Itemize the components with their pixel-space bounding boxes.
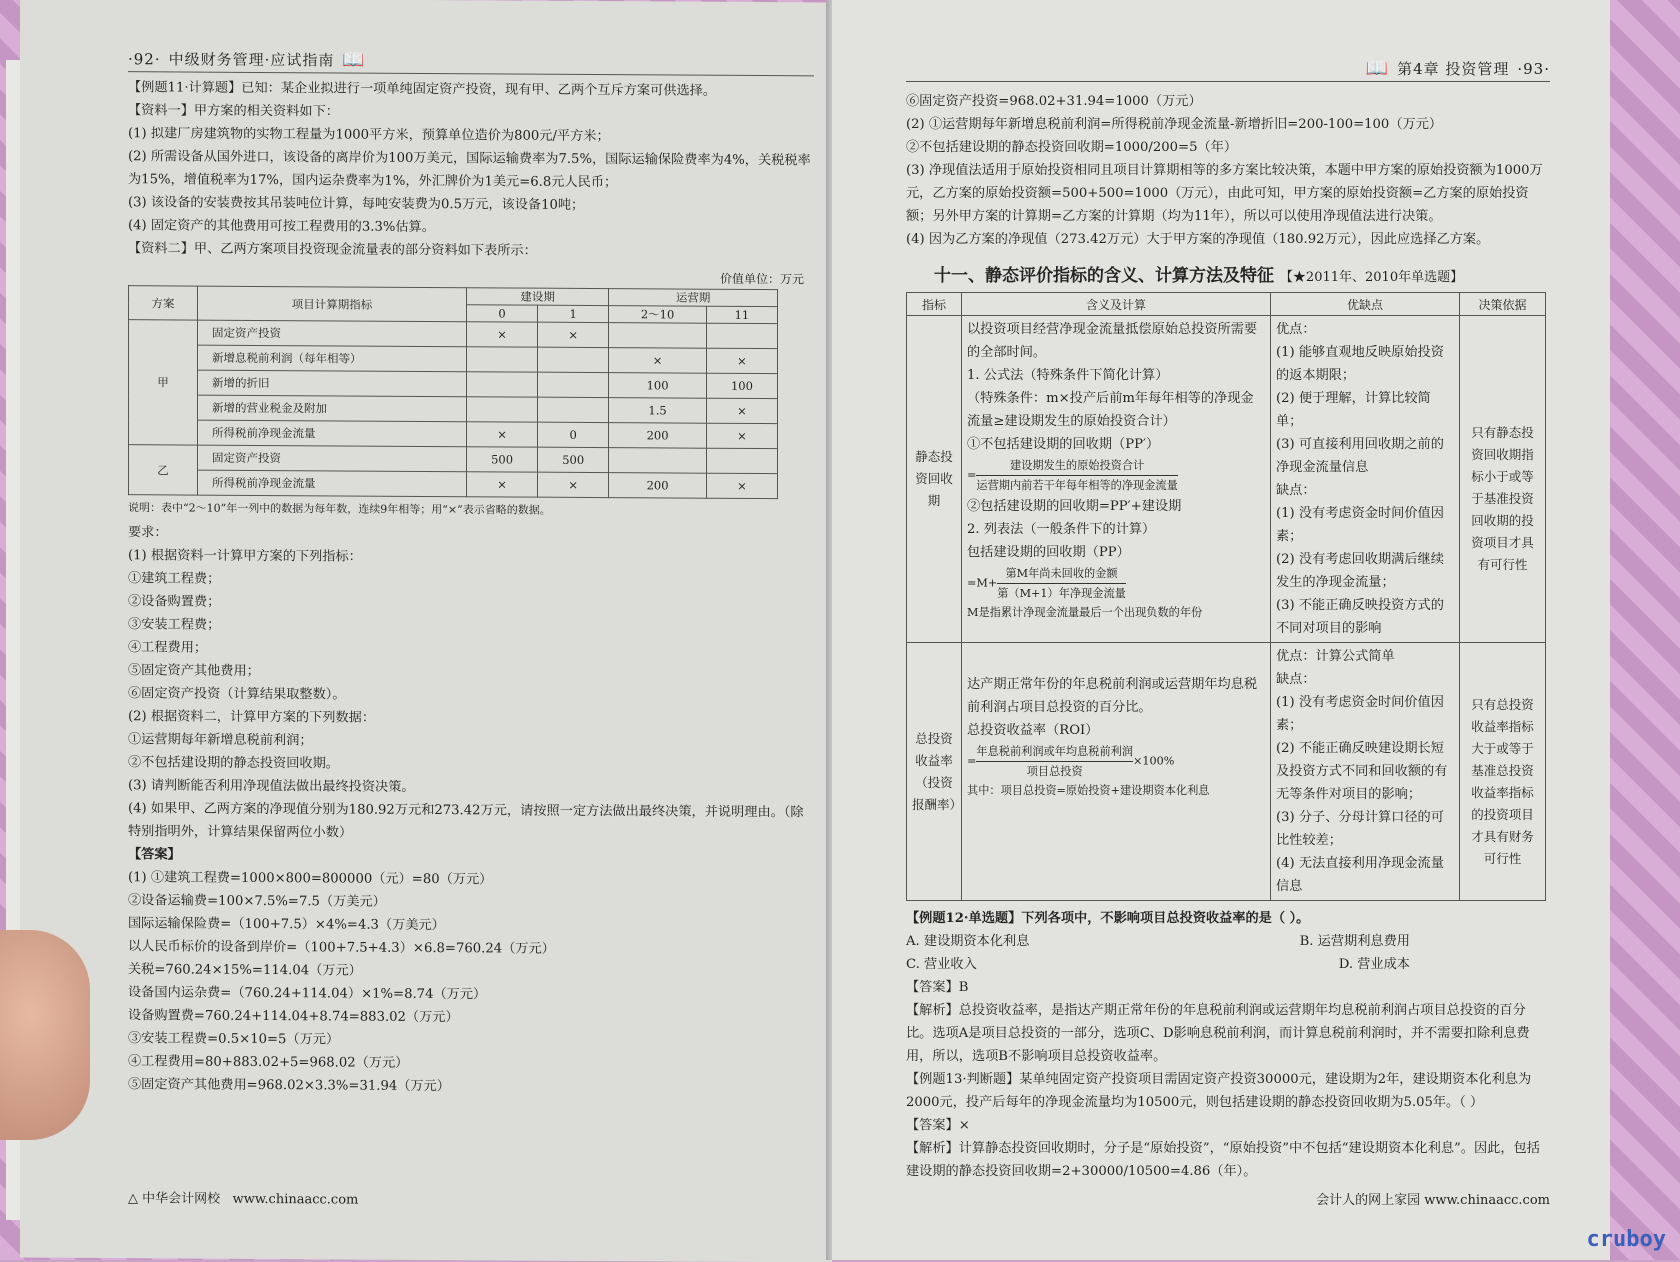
left-footer (128, 1187, 358, 1207)
intro-line-5: (4) 固定资产的其他费用可按工程费用的3.3%估算。 (128, 218, 435, 236)
roi-frac-num: 年息税前利润或年均息税前利润 (976, 742, 1133, 762)
intro-line-4: (3) 该设备的安装费按其吊装吨位计算，每吨安装费为0.5万元，该设备10吨； (128, 195, 585, 213)
frac1-num: 建设期发生的原始投资合计 (976, 456, 1177, 476)
payback-line-2: （特殊条件：m×投产后前m年每年相等的净现金流量≥建设期发生的原始投资合计） (967, 391, 1254, 429)
payback-pros-3: (3) 可直接利用回收期之前的净现金流量信息 (1276, 437, 1444, 475)
th-period: 0 (467, 305, 538, 322)
ex13-explanation: 【解析】计算静态投资回收期时，分子是“原始投资”，“原始投资”中不包括“建设期资本化利息”。因此，包括建设期的静态投资回收期=2+30000/10500=4.86（年）。 (906, 1141, 1540, 1179)
value-cell (538, 347, 609, 372)
item-cell: 所得税前净现金流量 (198, 470, 467, 497)
requirement-line-10: ②不包括建设期的静态投资回收期。 (128, 755, 339, 772)
left-page-number: ·92· (128, 49, 161, 68)
th-oper: 运营期 (609, 289, 778, 307)
roi-pros-2: (1) 没有考虑资金时间价值因素； (1276, 695, 1444, 733)
payback-pros-6: (2) 没有考虑回收期满后继续发生的净现金流量； (1276, 552, 1444, 590)
value-unit: 价值单位：万元 (719, 271, 804, 287)
value-cell: 500 (538, 447, 609, 472)
plan-cell: 甲 (129, 320, 198, 445)
answer-line-5: 设备国内运杂费=（760.24+114.04）×1%=8.74（万元） (128, 985, 487, 1003)
item-cell: 新增息税前利润（每年相等） (198, 345, 467, 372)
payback-pros-5: (1) 没有考虑资金时间价值因素； (1276, 506, 1444, 544)
ex12-answer: 【答案】B (906, 980, 969, 995)
intro-line-2: (1) 拟建厂房建筑物的实物工程量为1000平方米，预算单位造价为800元/平方米； (128, 126, 610, 145)
item-cell: 固定资产投资 (198, 445, 467, 472)
ex12-options-1 (906, 930, 1550, 953)
table-row (129, 470, 778, 499)
roi-pros-1: 缺点： (1276, 672, 1316, 687)
requirement-line-7: ⑥固定资产投资（计算结果取整数）。 (128, 686, 346, 703)
payback-pros-7: (3) 不能正确反映投资方式的不同对项目的影响 (1276, 598, 1444, 636)
th-item: 项目计算期指标 (198, 286, 467, 322)
payback-pros-cons (1271, 316, 1460, 643)
ex13-stem: 【例题13·判断题】某单纯固定资产投资项目需固定资产投资30000元，建设期为2年，建设期资本化利息为2000元，投产后每年的净现金流量均为10500元，则包括建设期的静态投资回收期为5.05年。（ ） (906, 1072, 1532, 1110)
th-build: 建设期 (467, 288, 609, 306)
watermark: cruboy (1586, 1227, 1666, 1252)
requirement-line-8: (2) 根据资料二，计算甲方案的下列数据： (128, 709, 376, 726)
value-cell: × (467, 422, 538, 447)
requirement-line-11: (3) 请判断能否利用净现值法做出最终投资决策。 (128, 778, 415, 795)
payback-pros-0: 优点： (1276, 322, 1316, 337)
thumb (0, 930, 90, 1140)
th-period: 2～10 (609, 306, 707, 324)
answers (128, 866, 814, 1100)
roi-pros-cons (1271, 643, 1460, 901)
left-book-title: 中级财务管理·应试指南 (168, 50, 335, 70)
roi-total-note: 其中：项目总投资=原始投资+建设期资本化利息 (967, 784, 1210, 797)
th-decision: 决策依据 (1460, 293, 1546, 316)
plan-cell: 乙 (129, 445, 198, 495)
payback-line2-0: ②包括建设期的回收期=PP′+建设期 (967, 499, 1182, 514)
value-cell: × (706, 423, 777, 448)
value-cell: 0 (538, 422, 609, 447)
right-line-0: ⑥固定资产投资=968.02+31.94=1000（万元） (906, 94, 1202, 109)
footer-url: www.chinaacc.com (232, 1191, 359, 1208)
item-cell: 新增的折旧 (198, 370, 467, 397)
requirement-line-3: ②设备购置费； (128, 594, 221, 610)
item-cell: 固定资产投资 (198, 320, 467, 347)
right-line-4: (4) 因为乙方案的净现值（273.42万元）大于甲方案的净现值（180.92万元），因此应选择乙方案。 (906, 232, 1490, 247)
right-footer: 会计人的网上家园 www.chinaacc.com (1316, 1193, 1550, 1208)
table-note: 说明：表中“2～10”年一列中的数据为每年数，连续9年相等；用“×”表示省略的数据。 (128, 501, 551, 517)
answer-line-9: ⑤固定资产其他费用=968.02×3.3%=31.94（万元） (128, 1077, 450, 1095)
payback-line2-2: 包括建设期的回收期（PP） (967, 545, 1130, 560)
frac1-den: 运营期内前若干年每年相等的净现金流量 (976, 479, 1178, 492)
indicator-roi: 总投资收益率（投资报酬率） (907, 643, 962, 901)
left-header (128, 48, 814, 76)
indicator-payback: 静态投资回收期 (907, 316, 962, 643)
value-cell: 200 (609, 473, 707, 499)
ex12-explanation: 【解析】总投资收益率，是指达产期正常年份的年息税前利润或运营期年均息税前利润占项目总投资的百分比。选项A是项目总投资的一部分，选项C、D影响息税前利润，而计算息税前利润时，并不需要扣除利息费用，所以，选项B不影响项目总投资收益率。 (906, 1003, 1530, 1064)
th-indicator: 指标 (907, 293, 962, 316)
frac2-pre: =M+ (967, 576, 998, 590)
requirement-line-2: ①建筑工程费； (128, 571, 221, 587)
requirement-line-4: ③安装工程费； (128, 617, 221, 633)
right-page-number: ·93· (1517, 59, 1550, 78)
payback-line-3: ①不包括建设期的回收期（PP′） (967, 437, 1160, 452)
intro-line-3: (2) 所需设备从国外进口，该设备的离岸价为100万美元，国际运输费率为7.5%，国际运输保险费率为4%，关税税率为15%，增值税率为17%，国内运杂费率为1%，外汇牌价为1美元=6.8元人民币； (128, 149, 811, 191)
section-tag: 【★2011年、2010年单选题】 (1279, 270, 1464, 285)
value-cell (706, 323, 777, 348)
intro-line-1: 【资料一】甲方案的相关资料如下： (128, 103, 339, 120)
value-cell: × (609, 348, 707, 374)
answer-line-2: 国际运输保险费=（100+7.5）×4%=4.3（万美元） (128, 916, 445, 934)
intro-line-6: 【资料二】甲、乙两方案项目投资现金流量表的部分资料如下表所示： (128, 241, 537, 259)
answer-line-8: ④工程费用=80+883.02+5=968.02（万元） (128, 1054, 409, 1071)
right-line-2: ②不包括建设期的静态投资回收期=1000/200=5（年） (906, 140, 1238, 155)
right-line-1: (2) ①运营期每年新增息税前利润=所得税前净现金流量-新增折旧=200-100=100（万元） (906, 117, 1443, 132)
value-cell: × (467, 472, 538, 497)
value-cell: × (706, 398, 777, 423)
section-heading: 十一、静态评价指标的含义、计算方法及特征 (934, 266, 1274, 286)
value-cell (467, 372, 538, 397)
value-cell (467, 347, 538, 372)
value-cell: × (467, 322, 538, 347)
value-cell: × (538, 322, 609, 347)
payback-pros-4: 缺点： (1276, 483, 1316, 498)
value-cell: 500 (467, 447, 538, 472)
value-cell: 100 (609, 373, 707, 399)
logo-icon: △ (128, 1191, 138, 1207)
right-page (832, 0, 1610, 1260)
static-indicator-table (906, 292, 1546, 901)
ex12-c: C. 营业收入 (906, 957, 977, 972)
requirement-line-9: ①运营期每年新增息税前利润； (128, 732, 313, 749)
book-icon: 📖 (342, 49, 366, 71)
payback-line-1: 1. 公式法（特殊条件下简化计算） (967, 368, 1169, 383)
value-cell: × (706, 348, 777, 373)
right-line-3: (3) 净现值法适用于原始投资相同且项目计算期相等的多方案比较决策，本题中甲方案的原始投资额为1000万元，乙方案的原始投资额=500+500=1000（万元），由此可知，甲方案的原始投资额=乙方案的原始投资额；另外甲方案的计算期=乙方案的计算期（均为11年），所以可以使用净现值法进行决策。 (906, 163, 1543, 224)
value-cell: × (706, 473, 777, 498)
footer-logo: 中华会计网校 (142, 1191, 221, 1207)
ex12-a: A. 建设期资本化利息 (906, 934, 1030, 949)
th-period: 11 (706, 306, 777, 323)
roi-pros-5: (4) 无法直接利用净现金流量信息 (1276, 856, 1444, 894)
payback-pros-2: (2) 便于理解，计算比较简单； (1276, 391, 1431, 429)
requirement-line-0: 要求： (128, 525, 168, 541)
payback-line-0: 以投资项目经营净现金流量抵偿原始总投资所需要的全部时间。 (967, 322, 1258, 360)
example-11-intro (128, 76, 814, 264)
cash-flow-table (128, 285, 778, 499)
answer-line-4: 关税=760.24×15%=114.04（万元） (128, 962, 362, 979)
requirements (128, 521, 814, 847)
roi-decision: 只有总投资收益率指标大于或等于基准总投资收益率指标的投资项目才具有财务可行性 (1460, 643, 1546, 901)
payback-pros-1: (1) 能够直观地反映原始投资的返本期限； (1276, 345, 1444, 383)
payback-content: 以投资项目经营净现金流量抵偿原始总投资所需要的全部时间。 1. 公式法（特殊条件下简化计算） （特殊条件：m×投产后前m年每年相等的净现金流量≥建设期发生的原始投资合计） ①不包括建设期的回收期（PP′） = $\frac{\text{建设期发生的原始投资合计}}{\text{运营期内前若干年每年相等的净现金流量}}$ ②包括建设期的回收期=PP′+建设期 2. 列表法（一般条件下的计算） 包括建设期的回收期（PP） =M+ $\frac{\text{第M年尚未回收的金额}}{\text{第（M+1）年净现金流量}}$ M是指累计净现金流量最后一个出现负数的年份 (962, 316, 1271, 643)
payback-decision: 只有静态投资回收期指标小于或等于基准投资回收期的投资项目才具有可行性 (1460, 316, 1546, 643)
roi-pros-4: (3) 分子、分母计算口径的可比性较差； (1276, 810, 1444, 848)
ex12-b: B. 运营期利息费用 (1299, 934, 1410, 949)
roi-line-0: 达产期正常年份的年息税前利润或运营期年均息税前利润占项目总投资的百分比。 (967, 677, 1258, 715)
section-title (934, 261, 1550, 286)
roi-line-1: 总投资收益率（ROI） (967, 723, 1099, 738)
roi-pros-3: (2) 不能正确反映建设期长短及投资方式不同和回收额的有无等条件对项目的影响； (1276, 741, 1448, 802)
roi-frac-suffix: ×100% (1133, 754, 1175, 768)
item-cell: 新增的营业税金及附加 (198, 395, 467, 422)
right-header (906, 58, 1550, 82)
value-cell (538, 397, 609, 422)
requirement-line-1: (1) 根据资料一计算甲方案的下列指标： (128, 548, 362, 565)
value-cell (706, 448, 777, 473)
value-cell: 1.5 (609, 398, 707, 424)
roi-frac-den: 项目总投资 (1026, 765, 1083, 778)
left-page (20, 0, 832, 1262)
book-icon-right: 📖 (1365, 58, 1390, 79)
th-plan: 方案 (129, 286, 198, 320)
th-pros-cons: 优缺点 (1271, 293, 1460, 316)
th-period: 1 (538, 305, 609, 322)
roi-pros-0: 优点：计算公式简单 (1276, 649, 1395, 664)
frac2-den: 第（M+1）年净现金流量 (997, 587, 1126, 600)
payback-m-note: M是指累计净现金流量最后一个出现负数的年份 (967, 606, 1203, 619)
requirement-line-5: ④工程费用； (128, 640, 208, 656)
answer-line-6: 设备购置费=760.24+114.04+8.74=883.02（万元） (128, 1008, 459, 1026)
value-cell: 200 (609, 423, 707, 449)
answer-line-1: ②设备运输费=100×7.5%=7.5（万美元） (128, 893, 386, 910)
answer-line-3: 以人民币标价的设备到岸价=（100+7.5+4.3）×6.8=760.24（万元） (128, 939, 555, 957)
ex12-d: D. 营业成本 (1338, 957, 1410, 972)
answer-line-0: (1) ①建筑工程费=1000×800=800000（元）=80（万元） (128, 870, 493, 888)
chapter-title: 第4章 投资管理 (1397, 60, 1510, 78)
value-cell: 100 (706, 373, 777, 398)
answer-title: 【答案】 (128, 847, 181, 863)
value-cell: × (538, 472, 609, 497)
payback-line2-1: 2. 列表法（一般条件下的计算） (967, 522, 1156, 537)
value-cell (467, 397, 538, 422)
ex12-options-2 (906, 953, 1550, 976)
answer-continued (906, 90, 1550, 251)
roi-content: 达产期正常年份的年息税前利润或运营期年均息税前利润占项目总投资的百分比。 总投资收益率（ROI） = $\frac{\text{年息税前利润或年均息税前利润}}{\text{项目总投资}}$ ×100% 其中：项目总投资=原始投资+建设期资本化利息 (962, 643, 1271, 901)
requirement-line-6: ⑤固定资产其他费用； (128, 663, 260, 679)
requirement-line-12: (4) 如果甲、乙两方案的净现值分别为180.92万元和273.42万元，请按照一定方法做出最终决策，并说明理由。（除特别指明外，计算结果保留两位小数） (128, 801, 804, 841)
ex12-stem: 【例题12·单选题】下列各项中，不影响项目总投资收益率的是（ ）。 (906, 911, 1310, 926)
th-content: 含义及计算 (962, 293, 1271, 316)
answer-line-7: ③安装工程费=0.5×10=5（万元） (128, 1031, 340, 1048)
value-cell (609, 448, 707, 474)
value-cell (609, 323, 707, 349)
item-cell: 所得税前净现金流量 (198, 420, 467, 447)
ex13-answer: 【答案】× (906, 1118, 970, 1133)
intro-line-0: 【例题11·计算题】已知：某企业拟进行一项单纯固定资产投资，现有甲、乙两个互斥方案可供选择。 (128, 80, 717, 99)
frac2-num: 第M年尚未回收的金额 (997, 564, 1126, 584)
value-cell (538, 372, 609, 397)
